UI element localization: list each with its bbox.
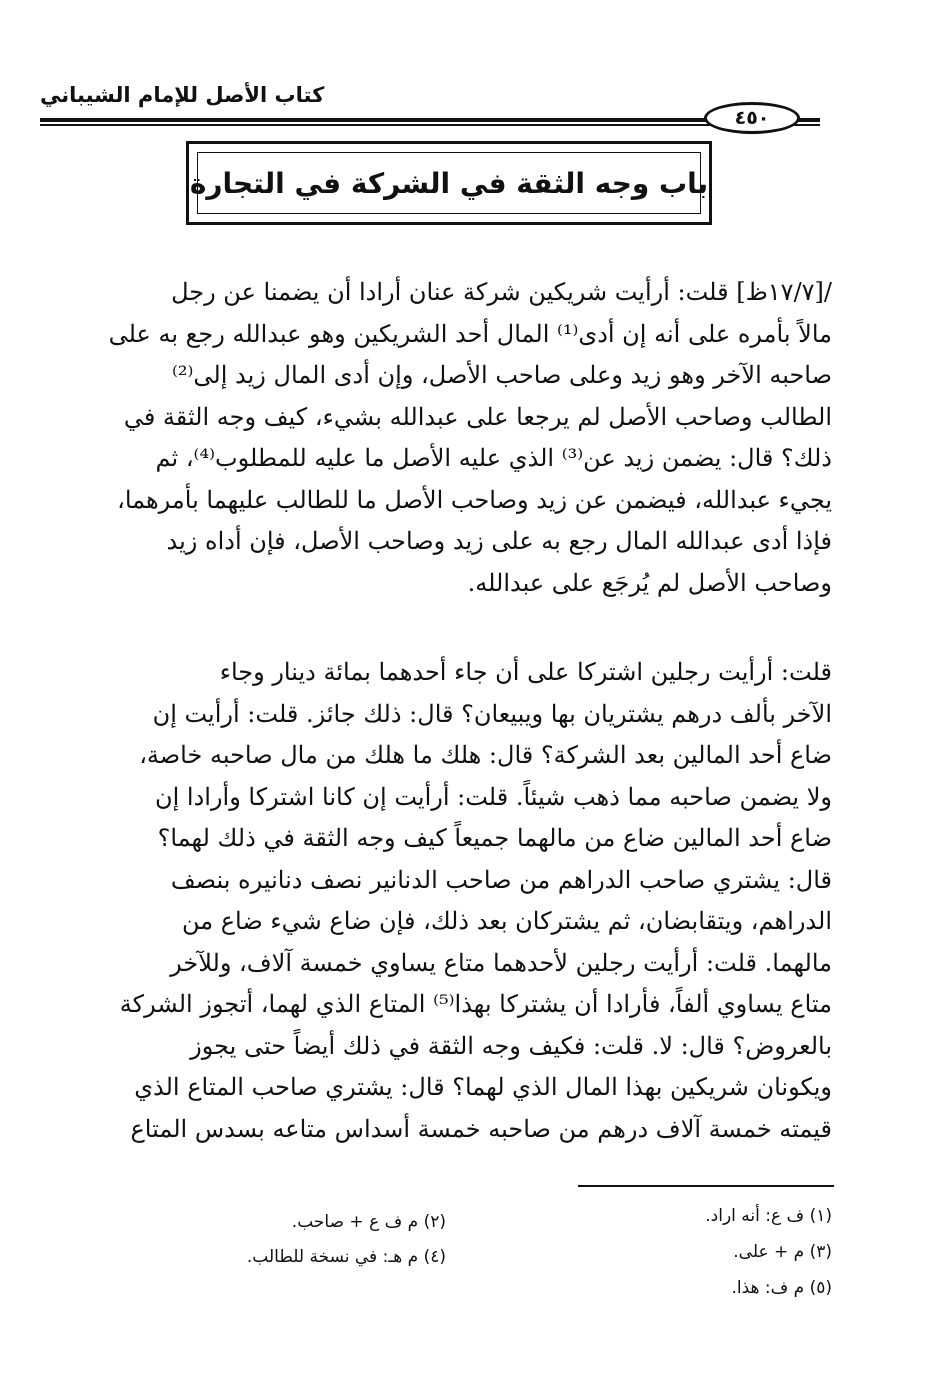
text-line: متاع يساوي ألفاً، فأرادا أن يشتركا بهذا⁽⁵⁾ المتاع الذي لهما، أتجوز الشركة: [119, 990, 832, 1018]
paragraph-2: [74, 652, 832, 1150]
text-line: قيمته خمسة آلاف درهم من صاحبه خمسة أسداس متاعه بسدس المتاع: [130, 1114, 832, 1143]
footnote-4: (٤) م هـ: في نسخة للطالب.: [246, 1247, 446, 1267]
footnote-3: (٣) م + على.: [733, 1242, 832, 1262]
text-line: ضاع أحد المالين ضاع من مالهما جميعاً كيف وجه الثقة في ذلك لهما؟: [157, 824, 832, 852]
text-line: ضاع أحد المالين بعد الشركة؟ قال: هلك ما هلك من مال صاحبه خاصة،: [139, 741, 832, 769]
paragraph-1: [74, 272, 832, 604]
text-line: ولا يضمن صاحبه مما ذهب شيئاً. قلت: أرأيت إن كانا اشتركا وأرادا إن: [154, 782, 832, 811]
text-line: صاحبه الآخر وهو زيد وعلى صاحب الأصل، وإن أدى المال زيد إلى⁽²⁾: [171, 361, 832, 389]
text-line: قلت: أرأيت رجلين اشتركا على أن جاء أحدهما بمائة دينار وجاء: [219, 658, 832, 686]
page-number: ٤٥٠: [704, 102, 800, 134]
text-line: وصاحب الأصل لم يُرجَع على عبدالله.: [467, 568, 832, 597]
text-line: بالعروض؟ قال: لا. قلت: فكيف وجه الثقة في ذلك أيضاً حتى يجوز: [190, 1031, 832, 1060]
chapter-title-frame: [186, 141, 712, 225]
text-line: الطالب وصاحب الأصل لم يرجعا على عبدالله بشيء، كيف وجه الثقة في: [123, 402, 832, 431]
text-line: مالاً بأمره على أنه إن أدى⁽¹⁾ المال أحد الشريكين وهو عبدالله رجع به على: [108, 319, 832, 348]
text-line: الدراهم، ويتقابضان، ثم يشتركان بعد ذلك، فإن ضاع شيء ضاع من: [181, 907, 832, 935]
footnote-2: (٢) م ف ع + صاحب.: [291, 1212, 446, 1232]
text-line: الآخر بألف درهم يشتريان بها ويبيعان؟ قال: ذلك جائز. قلت: أرأيت إن: [152, 699, 832, 728]
text-line: ويكونان شريكين بهذا المال الذي لهما؟ قال: يشتري صاحب المتاع الذي: [134, 1073, 832, 1101]
text-line: ذلك؟ قال: يضمن زيد عن⁽³⁾ الذي عليه الأصل ما عليه للمطلوب⁽⁴⁾، ثم: [155, 444, 832, 472]
text-line: مالهما. قلت: أرأيت رجلين لأحدهما متاع يساوي خمسة آلاف، وللآخر: [170, 948, 832, 977]
header-rule-thick: [40, 118, 820, 122]
running-header-title: كتاب الأصل للإمام الشيباني: [40, 83, 325, 107]
text-line: /[١٧/٧ظ] قلت: أرأيت شريكين شركة عنان أرادا أن يضمنا عن رجل: [171, 278, 832, 306]
text-line: قال: يشتري صاحب الدراهم من صاحب الدنانير نصف دنانيره بنصف: [170, 865, 832, 894]
footnote-separator: [578, 1185, 834, 1187]
header-rule-thin: [40, 124, 820, 126]
chapter-title: باب وجه الثقة في الشركة في التجارة: [189, 166, 709, 200]
text-line: فإذا أدى عبدالله المال رجع به على زيد وصاحب الأصل، فإن أداه زيد: [166, 527, 832, 555]
footnote-1: (١) ف ع: أنه اراد.: [705, 1206, 832, 1226]
text-line: يجيء عبدالله، فيضمن عن زيد وصاحب الأصل ما للطالب عليهما بأمرهما،: [117, 485, 832, 514]
footnote-5: (٥) م ف: هذا.: [731, 1278, 832, 1298]
